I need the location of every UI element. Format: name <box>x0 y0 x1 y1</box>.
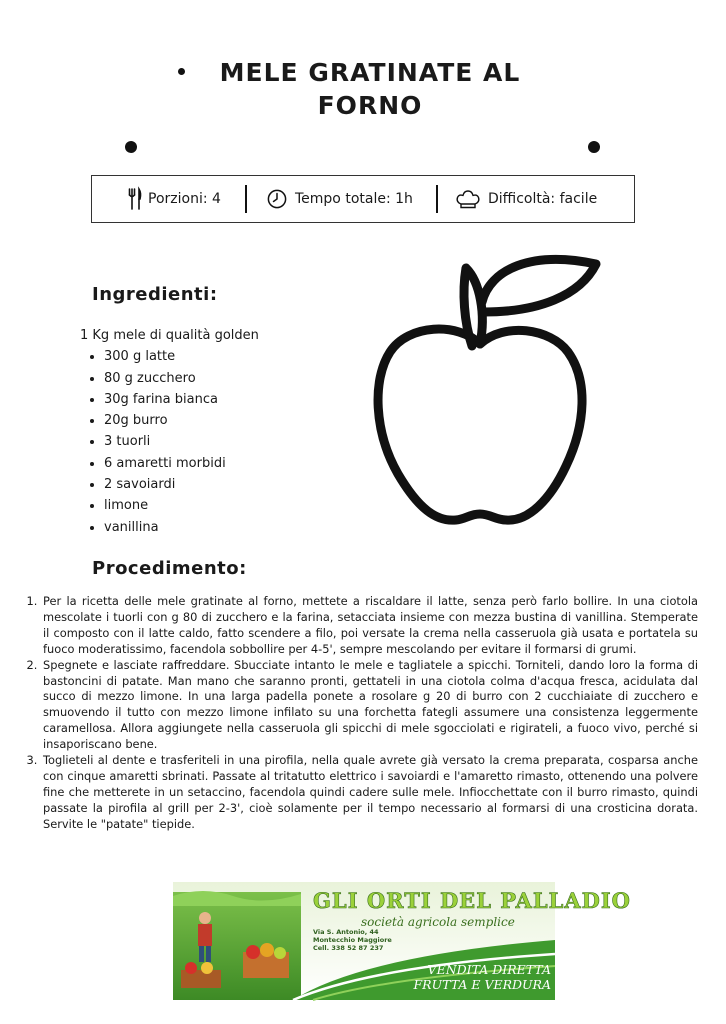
difficulty-cell <box>438 176 597 222</box>
portions-cell <box>92 176 245 222</box>
bullet-dot-top <box>178 68 185 75</box>
ingredient-item: • vanillina <box>104 517 259 538</box>
procedure-step: 3. Toglieteli al dente e trasferiteli in una pirofila, nella quale avrete già versato la crema preparata, cosparsa anche con cinque amaretti sbrinati. Passate al tritatutto elettrico i savoiardi e l'amaretto rimasto, ottenendo una polvere fine che metterete in un setaccino, facendola quindi cadere sulle mele. Infiocchettate con il burro rimasto, quindi passate la pirofila al grill per 2-3', cioè solamente per il tempo necessario al formarsi di una crosticina dorata. Servite le "patate" tiepide. <box>41 753 698 833</box>
recipe-title <box>200 56 540 122</box>
bullet-dot-right <box>588 141 600 153</box>
ingredient-item: • 2 savoiardi <box>104 474 259 495</box>
procedure-heading: Procedimento: <box>92 558 247 579</box>
address-line-1: Via S. Antonio, 44 <box>313 928 379 936</box>
clock-icon <box>267 189 287 209</box>
procedure-steps <box>28 594 698 833</box>
ingredient-item: • 6 amaretti morbidi <box>104 453 259 474</box>
ingredient-item: • 20g burro <box>104 410 259 431</box>
slogan-line-1: VENDITA DIRETTA <box>427 962 551 977</box>
slogan-line-2: FRUTTA E VERDURA <box>413 977 551 992</box>
recipe-info-box <box>91 175 635 223</box>
cutlery-icon <box>128 188 142 210</box>
time-label: Tempo totale: 1h <box>295 191 413 207</box>
farm-subtitle: società agricola semplice <box>361 915 515 929</box>
procedure-step: 1. Per la ricetta delle mele gratinate al forno, mettete a riscaldare il latte, senza però farlo bollire. In una ciotola mescolate i tuorli con g 80 di zucchero e la farina, setacciata insieme con mezza bustina di vanillina. Stemperate il composto con il latte caldo, fatto scendere a filo, poi versate la crema nella casseruola già usata e portatela su fuoco moderatissimo, facendola sobbollire per 4-5', sempre mescolando per evitare il formarsi di grumi. <box>41 594 698 658</box>
time-cell <box>247 176 436 222</box>
farm-banner <box>173 882 631 1000</box>
address-line-2: Montecchio Maggiore <box>313 936 392 944</box>
ingredients-intro: 1 Kg mele di qualità golden <box>80 328 259 343</box>
title-line-2: FORNO <box>317 91 423 120</box>
farm-address <box>313 928 392 952</box>
difficulty-label: Difficoltà: facile <box>488 191 598 207</box>
chef-hat-icon <box>455 189 481 209</box>
ingredient-item: • 300 g latte <box>104 346 259 367</box>
apple-illustration <box>368 252 604 538</box>
phone-number: Cell. 338 52 87 237 <box>313 944 384 952</box>
title-line-1: MELE GRATINATE AL <box>219 58 521 87</box>
procedure-step: 2. Spegnete e lasciate raffreddare. Sbucciate intanto le mele e tagliatele a spicchi. Torniteli, dando loro la forma di bastoncini di patate. Man mano che saranno pronti, gettateli in una ciotola colma d'acqua fresca, acidulata dal succo di mezzo limone. In una larga padella ponete a rosolare g 20 di burro con 2 cucchiaiate di zucchero e smuovendo il tutto con mezzo limone infilato su una forchetta fategli assumere una consistenza leggermente caramellosa. Allora aggiungete nella casseruola gli spicchi di mele sgocciolati e rigirateli, a fuoco vivo, perché si insaporiscano bene. <box>41 658 698 753</box>
farm-name: GLI ORTI DEL PALLADIO <box>313 888 631 913</box>
farm-slogan <box>409 962 551 992</box>
ingredient-item: • 30g farina bianca <box>104 389 259 410</box>
ingredients-heading: Ingredienti: <box>92 284 218 305</box>
ingredient-item: • 3 tuorli <box>104 431 259 452</box>
ingredients-list <box>80 325 259 538</box>
ingredient-item: • 80 g zucchero <box>104 368 259 389</box>
bullet-dot-left <box>125 141 137 153</box>
ingredient-item: • limone <box>104 495 259 516</box>
portions-label: Porzioni: 4 <box>148 191 221 207</box>
